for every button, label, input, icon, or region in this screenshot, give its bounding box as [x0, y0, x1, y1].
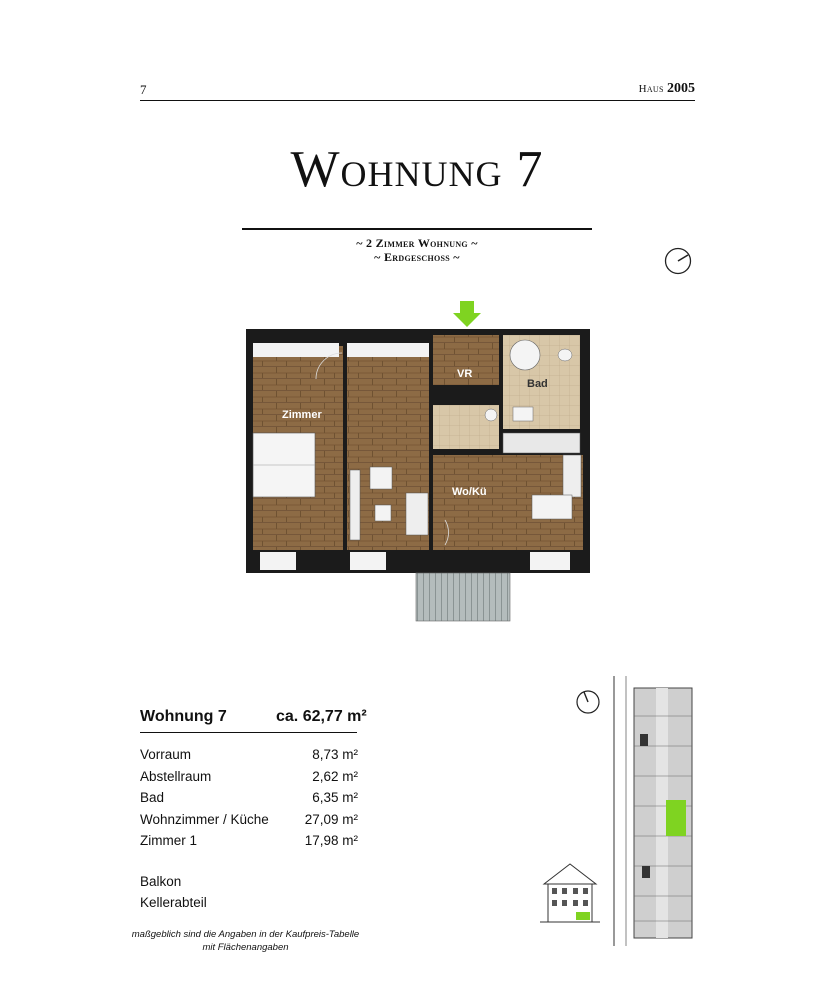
row-label: Vorraum — [140, 747, 192, 762]
row-label: Bad — [140, 790, 165, 805]
room-label-zimmer: Zimmer — [282, 409, 322, 421]
area-table-rule — [140, 732, 357, 733]
area-note: maßgeblich sind die Angaben in der Kaufpreis-Tabelle mit Flächenangaben — [131, 929, 360, 953]
building-elevation-graphic — [540, 864, 600, 922]
title-rule — [242, 228, 592, 230]
area-table-title: Wohnung 7 — [140, 708, 227, 725]
area-table-total: ca. 62,77 m² — [276, 708, 367, 725]
subtitle-rooms: ~ 2 Zimmer Wohnung ~ — [356, 236, 478, 250]
row-value: 2,62 m² — [312, 768, 358, 784]
row-value: 8,73 m² — [312, 747, 358, 762]
floor-plan — [220, 295, 620, 625]
row-label: Zimmer 1 — [140, 833, 197, 848]
haus-number: 2005 — [667, 81, 695, 96]
table-row — [140, 744, 358, 766]
table-row — [140, 809, 358, 831]
header-rule — [140, 100, 695, 101]
extra-kellerabteil: Kellerabteil — [140, 895, 207, 910]
room-label-bad: Bad — [527, 378, 548, 390]
table-row — [140, 830, 358, 852]
compass-icon — [664, 247, 692, 275]
table-row — [140, 787, 358, 809]
row-value: 6,35 m² — [312, 790, 358, 805]
haus-word: Haus — [638, 83, 664, 95]
extra-balkon: Balkon — [140, 874, 182, 889]
room-label-wohn: Wo/Kü — [452, 486, 487, 498]
row-value: 27,09 m² — [304, 811, 358, 827]
area-table-rows — [140, 744, 358, 852]
subtitle-floor: ~ Erdgeschoss ~ — [374, 250, 460, 264]
room-label-vr: VR — [457, 368, 473, 380]
row-label: Abstellraum — [140, 768, 212, 784]
row-label: Wohnzimmer / Küche — [140, 811, 269, 827]
site-plan-graphic — [530, 676, 720, 946]
page-number: 7 — [140, 82, 147, 97]
entrance-arrow-icon — [453, 301, 481, 327]
table-row — [140, 766, 358, 788]
row-value: 17,98 m² — [304, 833, 358, 848]
haus-label — [639, 80, 695, 97]
page-title: Wohnung 7 — [290, 141, 544, 198]
